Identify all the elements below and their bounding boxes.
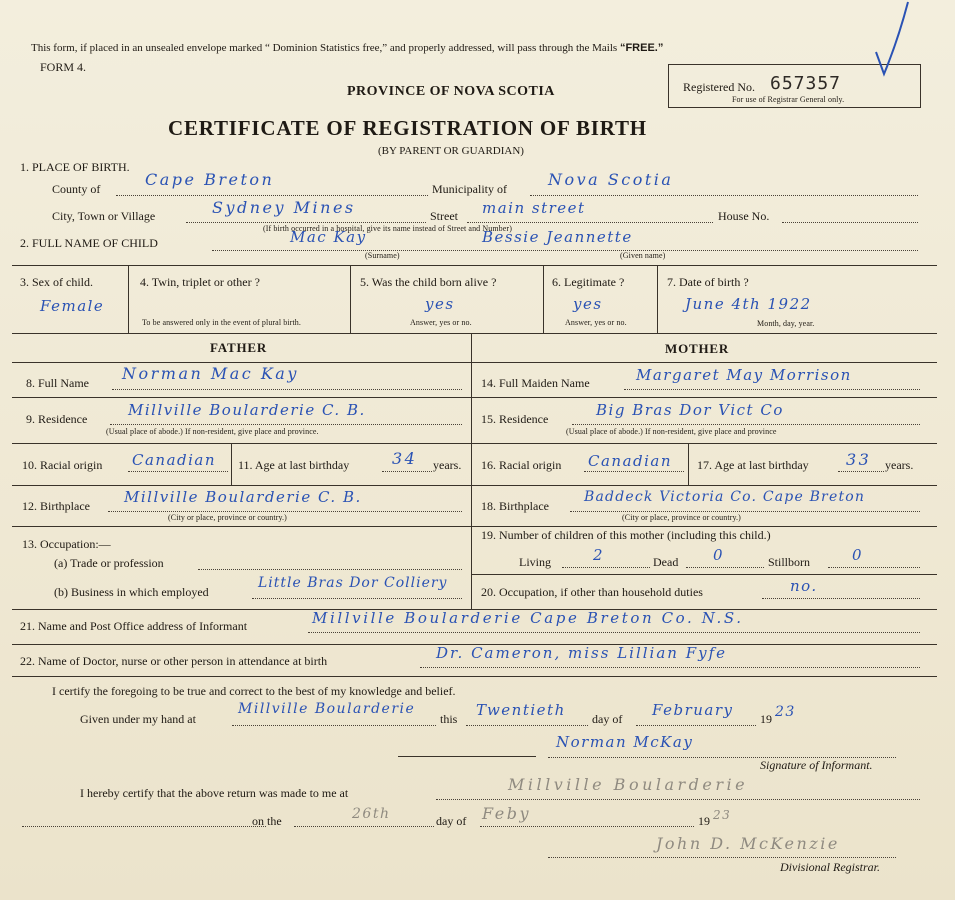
this-label: this — [440, 712, 458, 726]
street-label: Street — [430, 209, 458, 223]
municipality-value: Nova Scotia — [548, 170, 674, 189]
municipality-label: Municipality of — [432, 182, 507, 196]
informant-value: Millville Boularderie Cape Breton Co. N.S. — [312, 609, 744, 627]
given-under-label: Given under my hand at — [80, 712, 196, 726]
legitimate-value: yes — [573, 295, 603, 313]
father-age-label: 11. Age at last birthday — [238, 458, 350, 472]
registrar-signature: John D. McKenzie — [656, 834, 840, 853]
given-day-value: Twentieth — [476, 701, 566, 719]
registrar-caption: Divisional Registrar. — [780, 860, 881, 874]
return-year-prefix: 19 — [698, 814, 710, 828]
mother-children-label: 19. Number of children of this mother (including this child.) — [481, 528, 771, 542]
informant-signature: Norman McKay — [556, 733, 694, 751]
sex-label: 3. Sex of child. — [20, 275, 93, 289]
father-birthplace-value: Millville Boularderie C. B. — [124, 488, 362, 506]
return-statement: I hereby certify that the above return was made to me at — [80, 786, 349, 800]
return-month-value: Feby — [482, 804, 531, 823]
father-name-label: 8. Full Name — [26, 376, 89, 390]
alive-note: Answer, yes or no. — [410, 318, 472, 327]
county-label: County of — [52, 182, 101, 196]
mail-note: This form, if placed in an unsealed envelope marked “ Dominion Statistics free,” and properly addressed, will pass through the Mails “FREE.” — [31, 42, 664, 54]
given-year-prefix: 19 — [760, 712, 772, 726]
county-value: Cape Breton — [145, 170, 275, 189]
mother-years-label: years. — [885, 458, 914, 472]
father-racial-value: Canadian — [132, 451, 217, 469]
informant-signature-caption: Signature of Informant. — [760, 758, 873, 772]
given-year-value: 23 — [775, 704, 796, 720]
child-name-label: 2. FULL NAME OF CHILD — [20, 236, 158, 250]
living-value: 2 — [593, 546, 605, 564]
informant-label: 21. Name and Post Office address of Informant — [20, 619, 248, 633]
dob-value: June 4th 1922 — [685, 295, 812, 313]
dob-label: 7. Date of birth ? — [667, 275, 749, 289]
stillborn-value: 0 — [852, 546, 864, 564]
trade-label: (a) Trade or profession — [54, 556, 164, 570]
given-day-of-label: day of — [592, 712, 623, 726]
form-number: FORM 4. — [40, 60, 87, 74]
mother-birthplace-label: 18. Birthplace — [481, 499, 549, 513]
certificate-subtitle: (BY PARENT OR GUARDIAN) — [378, 145, 524, 157]
father-residence-note: (Usual place of abode.) If non-resident, give place and province. — [106, 427, 319, 436]
given-place-value: Millville Boularderie — [238, 701, 416, 717]
hospital-note: (If birth occurred in a hospital, give its name instead of Street and Number) — [263, 224, 512, 233]
doctor-label: 22. Name of Doctor, nurse or other person in attendance at birth — [20, 654, 328, 668]
mother-name-label: 14. Full Maiden Name — [481, 376, 590, 390]
doctor-value: Dr. Cameron, miss Lillian Fyfe — [436, 644, 728, 662]
living-label: Living — [519, 555, 551, 569]
alive-value: yes — [425, 295, 455, 313]
father-age-value: 34 — [392, 449, 418, 468]
on-the-label: on the — [252, 814, 282, 828]
father-racial-label: 10. Racial origin — [22, 458, 103, 472]
mother-age-label: 17. Age at last birthday — [697, 458, 809, 472]
city-value: Sydney Mines — [212, 198, 356, 217]
father-residence-label: 9. Residence — [26, 412, 88, 426]
business-label: (b) Business in which employed — [54, 585, 209, 599]
return-day-of-label: day of — [436, 814, 467, 828]
father-name-value: Norman Mac Kay — [122, 364, 299, 383]
mother-heading: MOTHER — [665, 341, 730, 356]
street-value: main street — [482, 199, 586, 217]
mother-occupation-label: 20. Occupation, if other than household duties — [481, 585, 703, 599]
mother-racial-label: 16. Racial origin — [481, 458, 562, 472]
father-heading: FATHER — [210, 340, 268, 355]
father-residence-value: Millville Boularderie C. B. — [128, 401, 366, 419]
mother-residence-label: 15. Residence — [481, 412, 549, 426]
dead-value: 0 — [713, 546, 725, 564]
father-occupation-label: 13. Occupation:— — [22, 537, 111, 551]
registered-label: Registered No. — [683, 80, 755, 94]
mother-birthplace-note: (City or place, province or country.) — [622, 513, 741, 522]
surname-caption: (Surname) — [365, 251, 400, 260]
legitimate-label: 6. Legitimate ? — [552, 275, 625, 289]
dead-label: Dead — [653, 555, 679, 569]
return-day-value: 26th — [352, 806, 391, 822]
twin-label: 4. Twin, triplet or other ? — [140, 275, 260, 289]
father-birthplace-label: 12. Birthplace — [22, 499, 90, 513]
province-heading: PROVINCE OF NOVA SCOTIA — [347, 84, 555, 99]
stillborn-label: Stillborn — [768, 555, 811, 569]
mother-occupation-value: no. — [790, 577, 818, 595]
return-year-value: 23 — [713, 808, 732, 822]
sex-value: Female — [40, 297, 105, 315]
return-place-value: Millville Boularderie — [508, 775, 749, 794]
given-month-value: February — [652, 701, 734, 719]
legitimate-note: Answer, yes or no. — [565, 318, 627, 327]
registrar-use-note: For use of Registrar General only. — [732, 95, 845, 104]
place-of-birth-label: 1. PLACE OF BIRTH. — [20, 160, 130, 174]
mother-name-value: Margaret May Morrison — [636, 366, 852, 384]
child-given-name: Bessie Jeannette — [482, 228, 633, 246]
mother-birthplace-value: Baddeck Victoria Co. Cape Breton — [584, 489, 866, 505]
father-years-label: years. — [433, 458, 462, 472]
business-value: Little Bras Dor Colliery — [258, 575, 448, 591]
registered-number: 657357 — [770, 73, 842, 94]
mother-residence-value: Big Bras Dor Vict Co — [596, 401, 784, 419]
certificate-title: CERTIFICATE OF REGISTRATION OF BIRTH — [168, 116, 647, 140]
child-surname: Mac Kay — [290, 228, 367, 246]
twin-note: To be answered only in the event of plural birth. — [142, 318, 301, 327]
certify-statement: I certify the foregoing to be true and correct to the best of my knowledge and belief. — [52, 684, 456, 698]
mother-residence-note: (Usual place of abode.) If non-resident, give place and province — [566, 427, 777, 436]
given-name-caption: (Given name) — [620, 251, 666, 260]
alive-label: 5. Was the child born alive ? — [360, 275, 497, 289]
house-number-label: House No. — [718, 209, 770, 223]
mother-racial-value: Canadian — [588, 452, 673, 470]
father-birthplace-note: (City or place, province or country.) — [168, 513, 287, 522]
check-mark-icon — [874, 0, 914, 80]
city-label: City, Town or Village — [52, 209, 156, 223]
dob-note: Month, day, year. — [757, 319, 815, 328]
mother-age-value: 33 — [846, 450, 872, 469]
